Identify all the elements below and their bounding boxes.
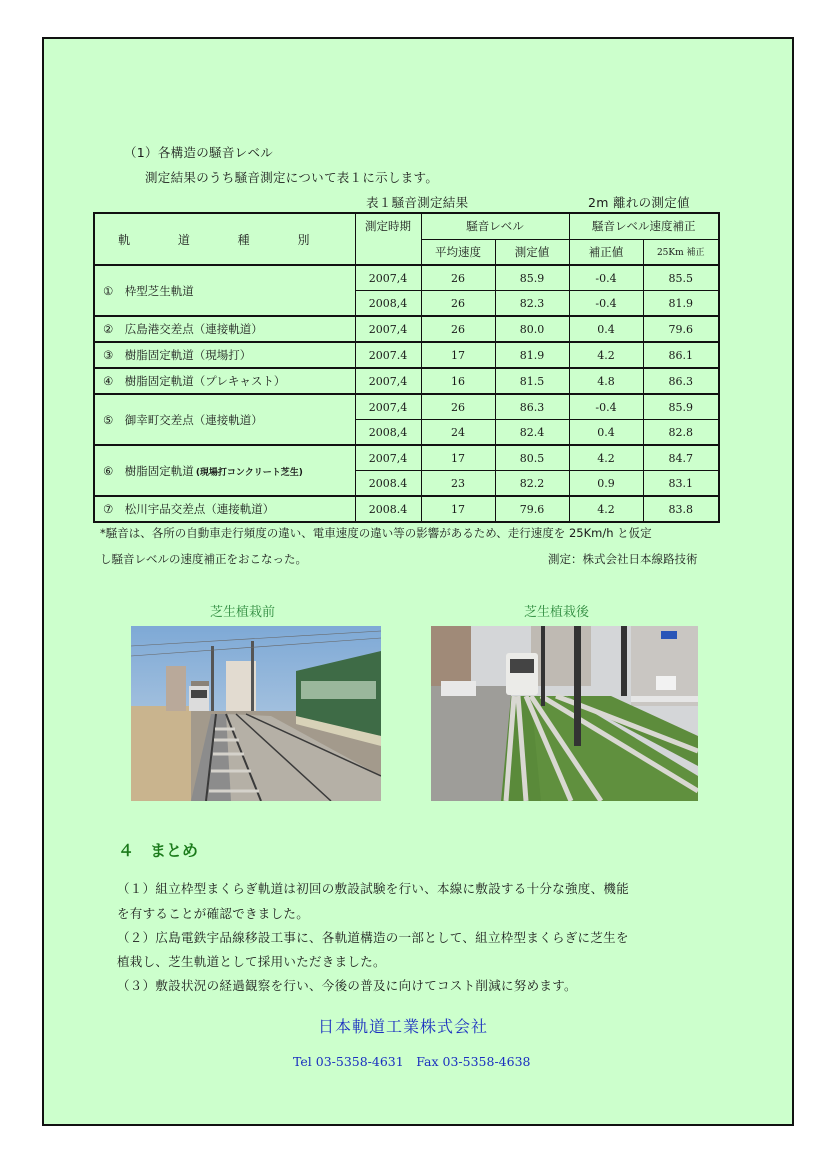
photo-before-planting xyxy=(131,626,381,801)
table-row xyxy=(94,342,719,368)
correction-cell: -0.4 xyxy=(569,265,643,291)
header-corrected-25km: 25Km 補正 xyxy=(643,239,719,265)
avg-speed-cell: 17 xyxy=(421,496,495,522)
header-correction: 補正値 xyxy=(569,239,643,265)
measured-value-cell: 80.0 xyxy=(495,316,569,342)
measured-value-cell: 82.4 xyxy=(495,420,569,446)
summary-line-5: （３）敷設状況の経過観察を行い、今後の普及に向けてコスト削減に努めます。 xyxy=(117,978,577,993)
photo-after-planting xyxy=(431,626,698,801)
measure-time-cell: 2007,4 xyxy=(355,394,421,420)
corrected-value-cell: 82.8 xyxy=(643,420,719,446)
track-type-name: ④ 樹脂固定軌道（プレキャスト） xyxy=(103,374,286,388)
track-type-cell xyxy=(94,368,355,394)
track-type-cell xyxy=(94,316,355,342)
track-type-name: ⑦ 松川宇品交差点（連接軌道） xyxy=(103,502,275,516)
header-speed-correction: 騒音レベル速度補正 xyxy=(569,213,719,239)
section-intro: 測定結果のうち騒音測定について表１に示します。 xyxy=(145,170,439,185)
track-type-name: ⑥ 樹脂固定軌道 xyxy=(103,463,194,478)
contact-info: Tel 03-5358-4631 Fax 03-5358-4638 xyxy=(293,1054,531,1069)
track-type-cell xyxy=(94,445,355,496)
measure-time-cell: 2007,4 xyxy=(355,265,421,291)
measured-value-cell: 81.5 xyxy=(495,368,569,394)
corrected-value-cell: 84.7 xyxy=(643,445,719,471)
avg-speed-cell: 26 xyxy=(421,394,495,420)
corrected-value-cell: 85.9 xyxy=(643,394,719,420)
corrected-value-cell: 85.5 xyxy=(643,265,719,291)
table-row xyxy=(94,265,719,291)
avg-speed-cell: 17 xyxy=(421,445,495,471)
track-type-name: ③ 樹脂固定軌道（現場打） xyxy=(103,348,252,362)
company-name: 日本軌道工業株式会社 xyxy=(318,1017,489,1036)
table-row xyxy=(94,368,719,394)
header-time: 測定時期 xyxy=(355,213,421,265)
track-type-name: ⑤ 御幸町交差点（連接軌道） xyxy=(103,412,263,427)
table-caption: 表１騒音測定結果 xyxy=(366,195,469,210)
table-row xyxy=(94,316,719,342)
corrected-value-cell: 86.3 xyxy=(643,368,719,394)
summary-title: ４ まとめ xyxy=(118,841,199,860)
corrected-value-cell: 86.1 xyxy=(643,342,719,368)
table-row xyxy=(94,496,719,522)
section-heading: （1）各構造の騒音レベル xyxy=(124,145,274,160)
correction-cell: 0.9 xyxy=(569,471,643,497)
correction-cell: 4.8 xyxy=(569,368,643,394)
header-noise-level: 騒音レベル xyxy=(421,213,569,239)
corrected-value-cell: 81.9 xyxy=(643,291,719,317)
measure-time-cell: 2007,4 xyxy=(355,368,421,394)
avg-speed-cell: 24 xyxy=(421,420,495,446)
summary-line-3: （２）広島電鉄宇品線移設工事に、各軌道構造の一部として、組立枠型まくらぎに芝生を xyxy=(117,930,629,945)
track-type-suffix: (現場打コンクリート芝生) xyxy=(195,467,303,478)
measure-time-cell: 2007.4 xyxy=(355,342,421,368)
table-note-right: 2m 離れの測定値 xyxy=(588,195,690,210)
track-type-name: ① 枠型芝生軌道 xyxy=(103,283,194,298)
measured-value-cell: 85.9 xyxy=(495,265,569,291)
photo-caption-after: 芝生植栽後 xyxy=(524,605,590,620)
measure-time-cell: 2007,4 xyxy=(355,445,421,471)
track-type-cell xyxy=(94,496,355,522)
track-type-cell xyxy=(94,342,355,368)
measured-value-cell: 82.2 xyxy=(495,471,569,497)
measured-value-cell: 79.6 xyxy=(495,496,569,522)
track-type-name: ② 広島港交差点（連接軌道） xyxy=(103,322,263,336)
header-track-type: 軌 道 種 別 xyxy=(94,213,355,265)
measure-time-cell: 2008.4 xyxy=(355,471,421,497)
noise-table xyxy=(93,212,720,523)
footnote-line-2: し騒音レベルの速度補正をおこなった。 xyxy=(100,552,307,566)
measurement-credit: 測定：株式会社日本線路技術 xyxy=(548,552,698,566)
correction-cell: 4.2 xyxy=(569,496,643,522)
corrected-value-cell: 83.8 xyxy=(643,496,719,522)
correction-cell: 0.4 xyxy=(569,420,643,446)
correction-cell: -0.4 xyxy=(569,291,643,317)
table-header-row xyxy=(94,213,719,239)
avg-speed-cell: 17 xyxy=(421,342,495,368)
correction-cell: 0.4 xyxy=(569,316,643,342)
measured-value-cell: 81.9 xyxy=(495,342,569,368)
correction-cell: 4.2 xyxy=(569,342,643,368)
avg-speed-cell: 26 xyxy=(421,265,495,291)
measure-time-cell: 2007,4 xyxy=(355,316,421,342)
corrected-value-cell: 79.6 xyxy=(643,316,719,342)
avg-speed-cell: 16 xyxy=(421,368,495,394)
avg-speed-cell: 26 xyxy=(421,316,495,342)
photo-caption-before: 芝生植栽前 xyxy=(210,605,276,620)
avg-speed-cell: 26 xyxy=(421,291,495,317)
measured-value-cell: 86.3 xyxy=(495,394,569,420)
measure-time-cell: 2008,4 xyxy=(355,420,421,446)
summary-line-1: （１）組立枠型まくらぎ軌道は初回の敷設試験を行い、本線に敷設する十分な強度、機能 xyxy=(117,881,630,896)
table-row xyxy=(94,445,719,471)
measure-time-cell: 2008.4 xyxy=(355,496,421,522)
track-type-cell xyxy=(94,394,355,445)
correction-cell: 4.2 xyxy=(569,445,643,471)
corrected-value-cell: 83.1 xyxy=(643,471,719,497)
measured-value-cell: 82.3 xyxy=(495,291,569,317)
footnote-line-1: *騒音は、各所の自動車走行頻度の違い、電車速度の違い等の影響があるため、走行速度を 25Km/h と仮定 xyxy=(100,526,652,540)
measure-time-cell: 2008,4 xyxy=(355,291,421,317)
summary-line-4: 植栽し、芝生軌道として採用いただきました。 xyxy=(117,954,386,969)
track-type-cell xyxy=(94,265,355,316)
summary-line-2: を有することが確認できました。 xyxy=(117,906,310,921)
header-measured: 測定値 xyxy=(495,239,569,265)
avg-speed-cell: 23 xyxy=(421,471,495,497)
header-avg-speed: 平均速度 xyxy=(421,239,495,265)
measured-value-cell: 80.5 xyxy=(495,445,569,471)
table-row xyxy=(94,394,719,420)
correction-cell: -0.4 xyxy=(569,394,643,420)
